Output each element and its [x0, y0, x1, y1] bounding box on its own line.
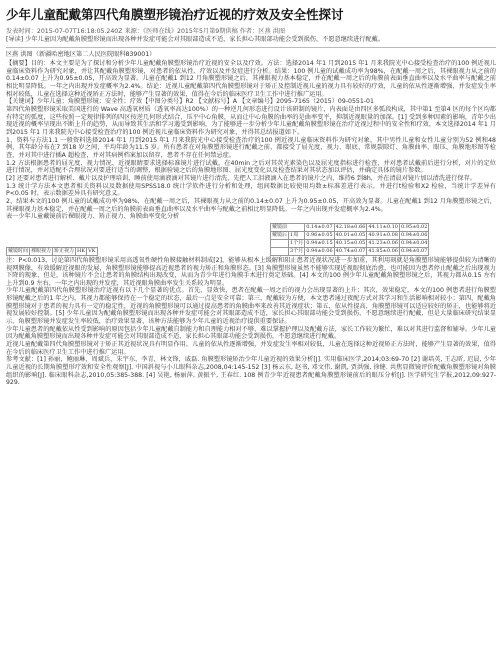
col-header: 裸眼视力	[31, 247, 52, 254]
discussion-paragraph: 注：P<0.013、讨论第四代角膜塑形镜采用高透氧性硬性角膜接触材料制成[2]，能够从根本上缓解和阻止患者近视状况进一步加重，其利用刻就是角膜塑形镜能够提供较为清晰的视网膜像，有效缓解近视眼的发展，角膜塑形镜能够提高近视患者的视力矫正和角膜形态。[3] 角膜塑形镜虽然不能够实现近视眼彻底治愈，也可能因为患者停止配戴之后出现视力下降的现象，但是，该种镜片不会让患者的角膜结构出现改变，从而为青少年进行角膜手术进行奠定基础。[4] 本文的100 例少年儿童配戴角膜塑形镜之后，其视力都从0.15 左右上升到0.9 左右，一年之内出现的并发症，其近视眼角膜曲率发生关系较为明显。	[6, 256, 496, 287]
results-table	[270, 223, 429, 256]
table-cell: 0.94±0.07	[400, 247, 428, 254]
body-paragraph: 1、资料与方法1.1 一般资料选择2014 年1 月到2015 年1 月来我院光中心接受检查治疗的100 例近视儿童临床资料作为研究对象，其中男性儿童和女性儿童分别为52 例和48 例，其年龄分布在7 到18 岁之间，平均年龄为11.5 岁。所有患者在对角膜塑形镜进行配戴之前，都接受了屈光度、视力、眼底、常规裂隙灯、角膜曲率、眼压、角膜地形图等检查，并对其中进行插A 超检查，并对其病例档案加以留存，患者不存在任何禁忌症。	[6, 136, 496, 159]
body-paragraph: 2、结果本文的100 例儿童的试戴成功率为98%，在配戴一周之后，其裸眼视力从之前的0.14±0.07 上升为0.95±0.05，开高效为显著。儿童在配戴1 到12 月角膜塑形镜之后，其裸眼视力基本稳定，并在配戴一周之后的角膜前表面垂直曲率以及水平曲率与配戴之前相比明显降低。一年之内出现并发症概率为2.4%。	[6, 197, 496, 213]
table-cell: 0.96±0.05	[306, 231, 333, 238]
article-title: 少年儿童配戴第四代角膜塑形镜治疗近视的疗效及安全性探讨	[6, 7, 344, 22]
table-cell	[271, 247, 289, 255]
table-cell: 40.15±0.05	[335, 239, 366, 246]
article	[6, 6, 496, 387]
table-cell: 40.01±0.05	[335, 231, 366, 238]
table-cell: 0.95±0.02	[400, 223, 428, 230]
table-left-part	[6, 245, 270, 257]
conclusion-paragraph: 近视儿童配戴第四代角膜塑形镜对于矫正其近视状况具有明显作用，儿童的依从性逐渐增强，并发症发生率相对较低，儿童在选择这种近视矫正方法时，能够产生显著的效果，值得在今后的临床医疗卫生工作中进行推广运用。	[6, 341, 496, 356]
table-cell: 1个月	[290, 239, 304, 246]
article-intro: [导读] 少年儿童因为配戴角膜塑形镜而出现各种并发症可能会对其眼部造成不适，家长担心其眼部功能会受到损伤，不愿意继续进行配戴。	[6, 36, 385, 44]
table-cell: 0.94±0.04	[400, 239, 428, 246]
col-header: 矫正视力	[54, 247, 75, 254]
references-paragraph: 参考文献：[1] 孙丽，鲍丽琳，周斌兵，朱宇东，李青，林文锋，戚磊. 角膜塑形镜矫治少年儿童近视的效果分析[J]. 实用临床医学,2014;03:69-70 [2] 谢培英, 王志昕, 迟晨, 少年儿童近视的长期角膜塑形疗效和安全性观察[J]. 中国斜视与小儿眼科杂志,2008,04:145-152 [3] 杨云东, 赵书, 邓文伟, 谢凯, 贾洪强, 徐健. 共焦显微镜评价配戴角膜塑形镜对角膜组织的影响[J]. 临床眼科杂志,2010,05:385-388. [4] 吴艳, 杨丽萍, 黄振平, 王春红. 108 例青少年近视患者配戴角膜塑形镜前后的眼压分析[J]. 医学研究生学报,2012,09:927-929.	[6, 356, 496, 387]
results-table-wrapper	[6, 221, 496, 257]
table-cell: 41.85±0.06	[368, 247, 398, 254]
table-cell: 3个月	[290, 247, 304, 254]
table-cell: 0.94±0.06	[400, 231, 428, 238]
body-paragraph: 第四代角膜塑形镜采取美国进行的 Wave 高透氧材质（透氧率高达100%）的一种逆几何形态进行设计该研制的镜片，内表面是由四区多弧段构成，其中第1 至第4 区的每个区均都有特定的弧度，这些按照一定规律排列的四区按逆几何形式结合，压平中心角膜，从而让中心角膜的曲率的是曲率变平，抑制近视眼量的加深。[1] 受到多种因素的影响，青年少出现近视的概率呈现出不断上升的趋势，从而导致其生活和学习遇受到影响，为了能够进一步分析少年儿童配戴角膜塑形镜在治疗近视过程中的安全性和疗效，本文选择2014 年1 月到2015 年1 月来我院光中心接受检查治疗的100 例近视儿童临床资料作为研究对象，并得其总结报道如下。	[6, 106, 496, 136]
body-paragraph: 1.2 方法根据患者的屈光度、视力情况、近视眼睛要求选择标准镜片进行试戴，在40min 之后对其荧光素染色以及屈光度指标进行检查，并对患者试戴前后进行分析，对片的定位进行情况，并对适配不合理状况对要进行适当的调整，根据验镜之后的角膜地形图、屈光度变化以及检查结果对其状态加以评估，并确定具体的镜片参数。	[6, 159, 496, 175]
discussion-paragraph: 少年儿童患者的配戴依从性受到影响的原因包括少年儿童配戴自制能力和自理能力相对不够，难以掌握护理以及配戴方法，家长工作较为繁忙，难以对其进行监督和辅导。少年儿童因为配戴角膜塑形镜而出现各种并发症可能会对其眼部造成不适，家长担心其眼部功能会受到损伤，不愿意继续进行配戴。	[6, 325, 496, 341]
col-header: 戴镜时间	[8, 247, 29, 254]
body-paragraph: 1.3 统计学方法本文患者相关资料以及数据使用SPSS18.0 统计学软件进行分析和处理，组间数据比较使用均数±标准差进行表示，并进行t检验和X2 检验，当统计学差异有P<0.05 时，表示数据差异具有研究意义。	[6, 182, 496, 198]
table-cell: 40.91±0.08	[368, 231, 398, 238]
discussion-paragraph: 少年儿童配戴第四代角膜塑形镜治疗近视有以下几个显著的优点。首先，显效快，患者在配戴一周之后的视力会出现显著的上升；其次，效果稳定，本文的100 例患者进行角膜塑形镜配戴之后的1 年之内，其视力都能够保持在一个稳定的状态，最后一点是安全可靠；第三，配戴较为方便，本文患者通过夜配方式对其学习和生活影响相对较小；第四，配戴角膜塑形镜对于患者的视力具有一定的稳定性，近视的角膜塑形镜可以通过提高患者的角膜曲率来改善其近视症状；第五，依从性提高，角膜塑形镜可以适应较好的矫正，也能够将近视发展较好控制。[5] 少年儿童因为配戴角膜塑形镜而出现各种并发症可能会对其眼部造成不适，家长担心其眼部功能会受到损伤，不愿意继续进行配戴，但是大量临床研究结果显示，角膜塑形镜并发症发生率较低，治疗效果显著，该种方法能够为少年儿童的近视治疗提供重要保证。	[6, 287, 496, 326]
col-header: VK	[88, 247, 96, 254]
table-header-row	[6, 247, 98, 256]
table-row	[271, 223, 429, 231]
table-cell: 41.23±0.06	[368, 239, 398, 246]
publication-meta: 发表时间：2015-07-07T16:18:05.240Z 来源：《医师在线》2015年5月第9期供稿 作者：区燕 洪图	[6, 28, 286, 35]
separator	[6, 47, 496, 48]
table-row	[271, 247, 429, 255]
table-cell	[271, 239, 289, 247]
col-header: HK	[77, 247, 86, 254]
table-cell: 42.18±0.66	[335, 223, 366, 230]
table-cell: 0.94±0.06	[306, 247, 333, 254]
table-cell: 0.94±0.15	[306, 239, 333, 246]
table-right-part	[270, 221, 429, 257]
abstract-paragraph: 【摘要】目的：本文主要是为了探讨和分析少年儿童配戴角膜塑形镜治疗近视的安全以及疗效。方法：选择2014 年1 月到2015 年1 月来我院光中心接受检查治疗的100 例近视儿童临床资料作为研究对象，并让其配戴角膜塑形镜，对患者的依从性、疗效以及并发症进行分析。结果：100 例儿童的试戴成功率为98%，在配戴一周之后，其裸眼视力从之前的0.14±0.07 上升为0.95±0.05，开高效为显著。儿童在配戴1 到12 月角膜塑形镜之后，其裸眼视力基本稳定，并在配戴一周之后的角膜前表面垂直曲率以及水平曲率与配戴之前相比明显降低。一年之内出现并发症概率为2.4%。结论：近视儿童配戴第四代角膜塑形镜对于矫正及控制近视儿童的视力具有较好的疗效，儿童的依从性逐渐增强，并发症发生率相对较低，儿童在选择这种近视矫正方法时，能够产生显著的效果，值得在今后的临床医疗卫生工作中进行推广运用。	[6, 60, 496, 98]
keywords-paragraph: 【关键词】少年儿童；角膜塑形镜；安全性；疗效【中图分类号】R2 【文献标号】A 【文章编号】2095-7165（2015）09-0551-01	[6, 98, 374, 106]
table-cell: 44.11±0.10	[368, 223, 398, 230]
table-cell: 0.14±0.07	[306, 223, 333, 230]
table-cell: 1周	[289, 231, 305, 239]
table-cell: 戴镜前	[271, 223, 305, 231]
table-cell: 戴镜后	[272, 231, 288, 238]
author-line: 区燕 洪图（新疆哈密地区第二人民医院眼科839001）	[6, 51, 156, 59]
table-cell: 40.74±0.07	[335, 247, 366, 254]
table-row	[271, 239, 429, 247]
table-row	[271, 231, 429, 239]
table-caption: 表一少年儿童戴镜前后裸眼视力、矫正视力、角膜曲率变化分析	[6, 213, 180, 221]
body-paragraph: [2] 还要对患者进行解析、戴片以及护理培训，睡前使用滴液滴对其镜片进行清洗，先把人工泪液滴入在患者的镜片之内，维持6 到8h，并在清晨对镜片加以清洗进行保存。	[6, 174, 476, 182]
